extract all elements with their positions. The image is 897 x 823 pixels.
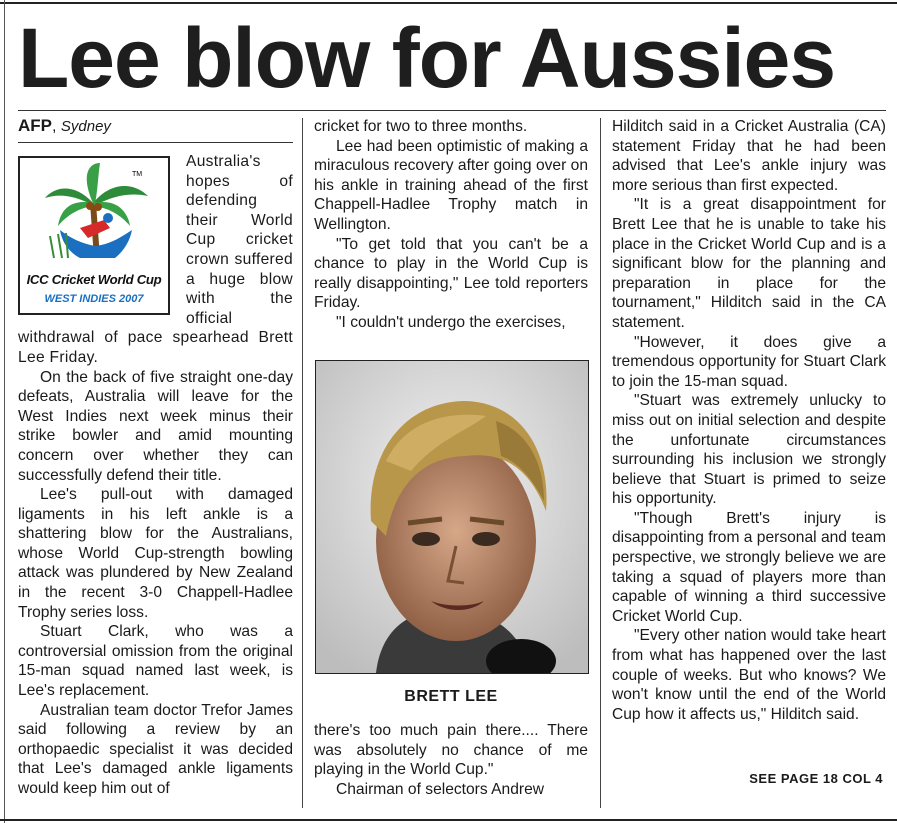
paragraph: Lee's pull-out with damaged ligaments in his left ankle is a shattering blow for the Australians, whose World Cup-strength bowling attack was plundered by New Zealand in the recent 3-0 Chappell-Hadlee Trophy series loss. [18,486,293,621]
palm-tree-icon [20,158,168,268]
paragraph: "Though Brett's injury is disappointing from a personal and team perspective, we strongly believe we are taking a squad of players more than capable of winning a third successive Cricket World Cup. [612,509,886,625]
byline: AFP, Sydney [18,116,111,135]
svg-text:TM: TM [132,171,143,178]
article-column-2-top [314,117,588,342]
column-divider [302,118,303,808]
paragraph: "To get told that you can't be a chance to play in the World Cup is really disappointing," Lee told reporters Friday. [314,235,588,312]
paragraph: Lee had been optimistic of making a miraculous recovery after going over on his ankle in training ahead of the first Chappell-Hadlee Trophy match in Wellington. [314,137,588,233]
brett-lee-photo [315,360,589,674]
photo-caption: BRETT LEE [404,688,498,705]
paragraph: Hilditch said in a Cricket Australia (CA) statement Friday that he had been advised that Lee's ankle injury was more serious than first expected. [612,118,886,194]
article-column-3 [612,117,886,767]
paragraph: there's too much pain there.... There was absolutely no chance of me playing in the World Cup." [314,722,588,779]
column-divider [600,118,601,808]
paragraph: "Every other nation would take heart from what has happened over the last couple of weeks. But who knows? We won't know until the end of the World Cup how it affects us," Hilditch said. [612,627,886,723]
continuation-link[interactable]: SEE PAGE 18 COL 4 [749,771,883,786]
left-rule [4,0,5,823]
byline-rule [18,142,293,143]
paragraph: Australian team doctor Trefor James said following a review by an orthopaedic specialist it was decided that Lee's damaged ankle ligaments would keep him out of [18,701,293,797]
world-cup-logo [18,156,170,315]
headline: Lee blow for Aussies [18,11,836,105]
paragraph: Australia's hopes of defending their World Cup cricket crown suffered a huge blow with the official withdrawal of pace spearhead Brett Lee Friday. [18,153,293,366]
paragraph: cricket for two to three months. [314,118,528,135]
logo-subtitle: WEST INDIES 2007 [44,293,144,305]
paragraph: Stuart Clark, who was a controversial omission from the original 15-man squad named last week, is Lee's replacement. [18,623,293,700]
paragraph: Chairman of selectors Andrew [336,780,545,798]
byline-location: Sydney [60,118,111,135]
article-column-1 [18,152,293,812]
top-rule [0,2,897,4]
paragraph: "I couldn't undergo the exercises, [336,313,566,331]
byline-source: AFP [18,116,52,135]
paragraph: "However, it does give a tremendous opportunity for Stuart Clark to join the 15-man squad. [612,333,886,390]
paragraph: On the back of five straight one-day defeats, Australia will leave for the West Indies next week minus their strike bowler and amid mounting concern over whether they can successfully defend their title. [18,368,293,484]
paragraph: "Stuart was extremely unlucky to miss out on initial selection and despite the unfortunate circumstances surrounding his inclusion we strongly believe that Stuart is primed to seize his opportunity. [612,392,886,508]
headline-rule [18,110,886,111]
bottom-rule [0,819,897,821]
logo-title: ICC Cricket World Cup [26,272,162,287]
article-column-2-bottom [314,721,588,811]
paragraph: "It is a great disappointment for Brett Lee that he is unable to take his place in the Cricket World Cup and is a significant blow for the planning and preparation in place for the tournament," Hilditch said in the CA statement. [612,196,886,331]
